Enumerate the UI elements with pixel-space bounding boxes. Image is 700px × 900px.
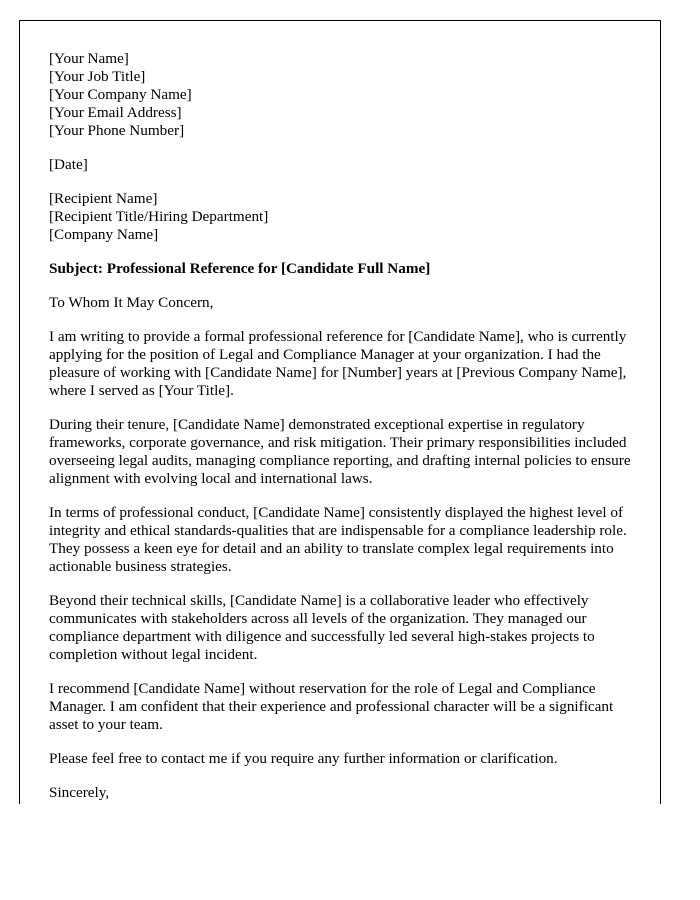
recipient-name: [Recipient Name] [49,190,158,207]
spacer [49,174,635,190]
spacer [49,140,635,156]
spacer [49,488,635,504]
spacer [49,576,635,592]
sender-email: [Your Email Address] [49,104,182,121]
sender-name: [Your Name] [49,50,129,67]
subject-line: Subject: Professional Reference for [Candidate Full Name] [49,260,431,277]
letter-page [19,20,661,804]
salutation: To Whom It May Concern, [49,294,214,311]
spacer [49,400,635,416]
recipient-company: [Company Name] [49,226,159,243]
spacer [49,664,635,680]
paragraph-contact: Please feel free to contact me if you require any further information or clarification. [49,750,558,767]
spacer [49,278,635,294]
paragraph-leadership: Beyond their technical skills, [Candidate Name] is a collaborative leader who effectively communicates with stakeholders across all levels of the organization. They managed our compliance department with diligence and successfully led several high-stakes projects to completion without legal incident. [49,592,595,663]
sender-job-title: [Your Job Title] [49,68,146,85]
recipient-block [49,190,635,244]
sender-phone: [Your Phone Number] [49,122,185,139]
closing: Sincerely, [49,784,110,801]
spacer [49,312,635,328]
paragraph-introduction: I am writing to provide a formal professional reference for [Candidate Name], who is currently applying for the position of Legal and Compliance Manager at your organization. I had the pleasure of working with [Candidate Name] for [Number] years at [Previous Company Name], where I served as [Your Title]. [49,328,627,399]
letter-body [49,50,635,802]
recipient-title: [Recipient Title/Hiring Department] [49,208,269,225]
spacer [49,734,635,750]
paragraph-conduct: In terms of professional conduct, [Candidate Name] consistently displayed the highest level of integrity and ethical standards-qualities that are indispensable for a compliance leadership role. They possess a keen eye for detail and an ability to translate complex legal requirements into actionable business strategies. [49,504,627,575]
sender-block [49,50,635,140]
spacer [49,244,635,260]
spacer [49,768,635,784]
sender-company: [Your Company Name] [49,86,192,103]
letter-date: [Date] [49,156,88,173]
paragraph-tenure: During their tenure, [Candidate Name] demonstrated exceptional expertise in regulatory frameworks, corporate governance, and risk mitigation. Their primary responsibilities included overseeing legal audits, managing compliance reporting, and drafting internal policies to ensure alignment with evolving local and international laws. [49,416,631,487]
paragraph-recommendation: I recommend [Candidate Name] without reservation for the role of Legal and Compliance Manager. I am confident that their experience and professional character will be a significant asset to your team. [49,680,614,733]
